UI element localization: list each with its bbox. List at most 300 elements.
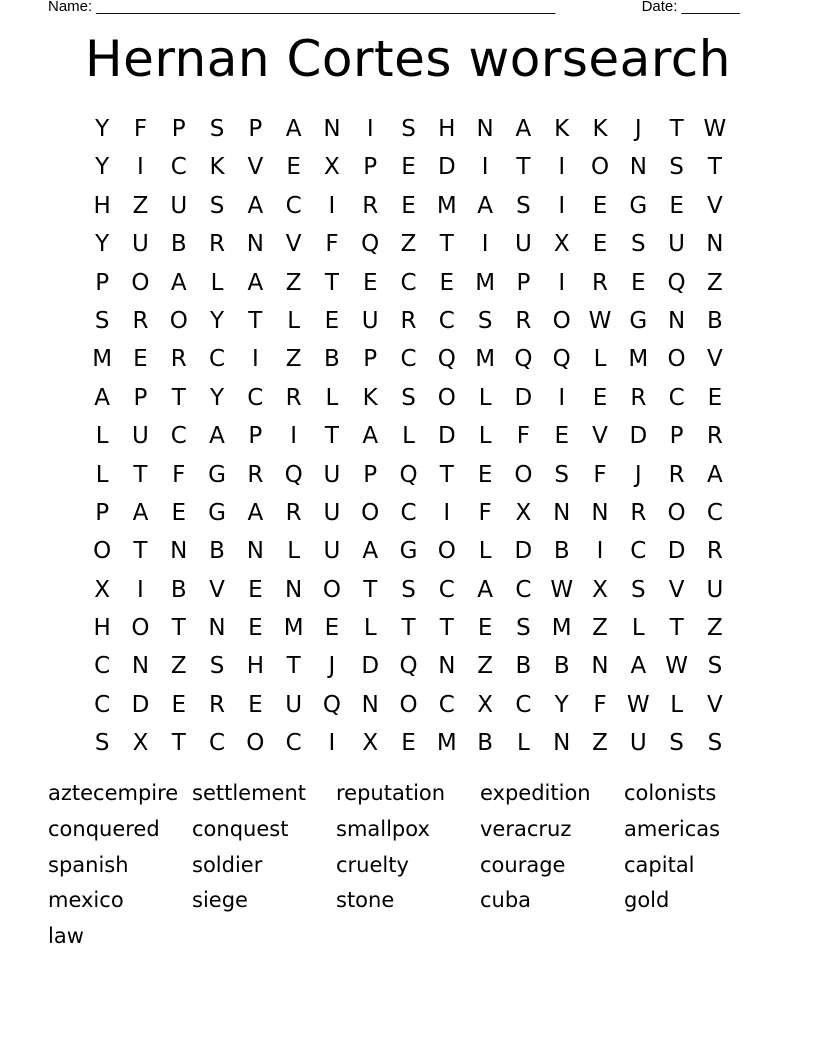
grid-letter: Q	[437, 346, 456, 373]
grid-letter: L	[631, 615, 645, 642]
grid-letter: N	[553, 499, 571, 526]
grid-letter: W	[550, 576, 574, 603]
grid-letter: A	[362, 538, 379, 565]
grid-letter: I	[558, 192, 566, 219]
grid-letter: N	[667, 307, 686, 334]
grid-letter: X	[515, 499, 532, 526]
grid-letter: Z	[170, 653, 187, 680]
grid-letter: E	[324, 307, 340, 334]
grid-letter: I	[596, 538, 604, 565]
grid-letter: E	[401, 730, 416, 757]
grid-letter: D	[361, 653, 380, 680]
grid-letter: A	[362, 423, 379, 450]
grid-letter: N	[591, 499, 609, 526]
grid-letter: C	[630, 538, 647, 565]
grid-letter: P	[363, 461, 378, 488]
grid-letter: O	[437, 384, 456, 411]
grid-letter: F	[133, 116, 148, 142]
grid-letter: F	[593, 691, 607, 718]
grid-letter: N	[170, 538, 188, 565]
grid-letter: E	[592, 384, 608, 411]
grid-letter: W	[703, 116, 727, 142]
grid-letter: J	[634, 116, 642, 142]
grid-letter: E	[669, 192, 684, 219]
grid-letter: M	[475, 269, 496, 296]
grid-letter: Q	[514, 346, 533, 373]
grid-letter: E	[171, 691, 187, 718]
grid-letter: C	[515, 691, 532, 718]
grid-letter: P	[669, 423, 684, 450]
grid-letter: T	[363, 576, 378, 603]
grid-letter: C	[209, 730, 226, 757]
grid-letter: X	[477, 691, 493, 718]
grid-letter: U	[132, 423, 149, 450]
grid-letter: C	[438, 307, 455, 334]
word-list-item: cruelty	[336, 852, 409, 877]
grid-letter: R	[630, 384, 647, 411]
grid-letter: F	[593, 461, 607, 488]
grid-letter: O	[246, 730, 265, 757]
grid-letter: E	[477, 461, 493, 488]
grid-letter: C	[285, 192, 302, 219]
grid-letter: T	[133, 538, 148, 565]
grid-letter: D	[667, 538, 686, 565]
grid-letter: C	[400, 346, 417, 373]
grid-letter: E	[362, 269, 378, 296]
grid-letter: U	[170, 192, 188, 219]
grid-letter: U	[629, 730, 647, 757]
grid-letter: L	[210, 269, 224, 296]
grid-letter: Q	[399, 653, 418, 680]
word-list-item: soldier	[192, 852, 263, 877]
grid-letter: Z	[477, 653, 493, 680]
grid-letter: N	[438, 653, 456, 680]
grid-letter: R	[592, 269, 608, 296]
grid-letter: S	[554, 461, 570, 488]
grid-letter: C	[170, 423, 187, 450]
grid-letter: P	[516, 269, 531, 296]
grid-letter: Z	[707, 269, 723, 296]
grid-letter: W	[665, 653, 688, 680]
grid-letter: M	[551, 615, 572, 642]
grid-letter: T	[516, 154, 531, 181]
word-list-item: capital	[624, 852, 695, 877]
grid-letter: I	[137, 576, 144, 603]
grid-letter: X	[94, 576, 111, 603]
grid-letter: H	[438, 116, 456, 142]
grid-letter: M	[475, 346, 496, 373]
grid-letter: D	[629, 423, 648, 450]
grid-letter: N	[208, 615, 226, 642]
grid-letter: E	[324, 615, 340, 642]
grid-letter: R	[209, 231, 226, 258]
grid-letter: Q	[284, 461, 303, 488]
grid-letter: N	[246, 538, 264, 565]
grid-letter: L	[95, 461, 109, 488]
grid-letter: L	[478, 538, 492, 565]
grid-letter: I	[137, 154, 144, 181]
grid-letter: E	[477, 615, 493, 642]
name-field-label: Name: _______________________________________________________	[48, 0, 556, 15]
grid-letter: P	[171, 116, 186, 142]
grid-letter: C	[438, 576, 455, 603]
grid-letter: I	[251, 346, 259, 373]
grid-letter: E	[707, 384, 723, 411]
grid-letter: I	[558, 384, 566, 411]
grid-letter: U	[668, 231, 686, 258]
grid-letter: E	[248, 615, 263, 642]
grid-letter: O	[399, 691, 418, 718]
word-list-item: veracruz	[480, 816, 572, 841]
grid-letter: Z	[132, 192, 149, 219]
grid-letter: Z	[400, 231, 417, 258]
word-list-item: colonists	[624, 781, 717, 805]
grid-letter: U	[285, 691, 303, 718]
letter-grid	[83, 110, 734, 763]
grid-letter: M	[628, 346, 649, 373]
grid-letter: A	[94, 384, 111, 411]
word-list-item: spanish	[48, 852, 129, 877]
grid-letter: T	[171, 730, 186, 757]
grid-letter: P	[248, 116, 263, 142]
grid-letter: C	[438, 691, 455, 718]
grid-letter: K	[554, 116, 570, 142]
grid-letter: B	[324, 346, 340, 373]
grid-letter: Y	[210, 384, 225, 411]
grid-letter: C	[668, 384, 685, 411]
grid-letter: O	[437, 538, 456, 565]
grid-letter: C	[94, 691, 111, 718]
grid-letter: E	[248, 576, 263, 603]
grid-letter: E	[133, 346, 148, 373]
grid-letter: T	[248, 307, 263, 334]
grid-letter: B	[553, 653, 570, 680]
grid-letter: Z	[285, 269, 302, 296]
grid-letter: H	[93, 192, 111, 219]
grid-letter: N	[323, 116, 341, 142]
grid-letter: D	[514, 384, 533, 411]
grid-letter: L	[287, 538, 301, 565]
grid-letter: I	[366, 116, 374, 142]
grid-letter: R	[706, 538, 723, 565]
grid-letter: A	[515, 116, 532, 142]
grid-letter: D	[437, 154, 456, 181]
grid-letter: C	[285, 730, 302, 757]
grid-letter: B	[553, 538, 570, 565]
grid-letter: T	[439, 615, 454, 642]
grid-letter: N	[246, 231, 264, 258]
grid-letter: F	[325, 231, 339, 258]
grid-letter: C	[706, 499, 723, 526]
grid-letter: N	[629, 154, 647, 181]
grid-letter: Q	[322, 691, 341, 718]
grid-letter: Q	[399, 461, 418, 488]
word-list-item: siege	[192, 888, 248, 913]
grid-letter: C	[400, 269, 417, 296]
grid-letter: Z	[592, 730, 608, 757]
word-list-item: gold	[624, 888, 670, 913]
grid-letter: L	[402, 423, 415, 450]
grid-letter: V	[668, 576, 685, 603]
grid-letter: S	[669, 154, 684, 181]
grid-letter: N	[476, 116, 494, 142]
grid-letter: N	[591, 653, 609, 680]
grid-letter: H	[246, 653, 264, 680]
grid-letter: D	[131, 691, 150, 718]
grid-letter: V	[247, 154, 264, 181]
grid-letter: R	[362, 192, 379, 219]
grid-letter: N	[131, 653, 150, 680]
word-list-item: smallpox	[336, 816, 430, 841]
grid-letter: U	[323, 538, 341, 565]
grid-letter: L	[95, 423, 109, 450]
grid-letter: L	[325, 384, 339, 411]
grid-letter: L	[287, 307, 301, 334]
grid-letter: G	[399, 538, 418, 565]
grid-letter: P	[95, 499, 110, 526]
word-list	[48, 776, 768, 955]
grid-letter: D	[437, 423, 456, 450]
grid-letter: O	[322, 576, 341, 603]
grid-letter: Y	[554, 691, 569, 718]
grid-letter: A	[132, 499, 149, 526]
grid-letter: B	[170, 576, 187, 603]
grid-letter: Q	[667, 269, 686, 296]
grid-letter: Z	[707, 615, 723, 642]
grid-letter: G	[629, 192, 648, 219]
grid-letter: R	[400, 307, 417, 334]
grid-letter: E	[401, 192, 416, 219]
grid-letter: T	[439, 231, 454, 258]
grid-letter: O	[667, 499, 686, 526]
grid-letter: A	[477, 192, 493, 219]
grid-letter: Q	[552, 346, 571, 373]
grid-letter: U	[514, 231, 532, 258]
grid-letter: W	[588, 307, 612, 334]
grid-letter: E	[248, 691, 263, 718]
grid-letter: I	[290, 423, 298, 450]
grid-letter: I	[328, 192, 336, 219]
grid-letter: S	[516, 192, 531, 219]
grid-letter: R	[209, 691, 226, 718]
grid-letter: A	[707, 461, 723, 488]
grid-letter: I	[481, 154, 489, 181]
word-list-item: americas	[624, 816, 721, 841]
grid-letter: R	[630, 499, 647, 526]
grid-letter: L	[593, 346, 607, 373]
grid-letter: P	[363, 154, 378, 181]
grid-letter: T	[439, 461, 454, 488]
grid-letter: N	[553, 730, 571, 757]
grid-letter: E	[171, 499, 187, 526]
grid-letter: K	[592, 116, 608, 142]
grid-letter: B	[477, 730, 493, 757]
grid-letter: V	[209, 576, 225, 603]
grid-letter: W	[626, 691, 650, 718]
grid-letter: S	[477, 307, 493, 334]
grid-letter: K	[209, 154, 225, 181]
grid-letter: N	[285, 576, 303, 603]
grid-letter: C	[170, 154, 187, 181]
grid-letter: B	[515, 653, 532, 680]
word-list-item: conquest	[192, 816, 289, 841]
grid-letter: F	[172, 461, 186, 488]
grid-letter: A	[477, 576, 493, 603]
word-list-item: conquered	[48, 816, 160, 841]
grid-letter: B	[170, 231, 187, 258]
grid-letter: I	[328, 730, 336, 757]
grid-letter: Y	[95, 231, 110, 258]
grid-letter: O	[590, 154, 610, 181]
grid-letter: U	[323, 499, 341, 526]
grid-letter: T	[133, 461, 148, 488]
grid-letter: P	[95, 269, 110, 296]
grid-letter: B	[209, 538, 225, 565]
grid-letter: A	[247, 499, 264, 526]
grid-letter: C	[94, 653, 111, 680]
grid-letter: S	[401, 384, 416, 411]
grid-letter: U	[706, 576, 724, 603]
grid-letter: N	[706, 231, 724, 258]
grid-letter: S	[94, 307, 110, 334]
grid-letter: R	[668, 461, 685, 488]
grid-letter: T	[669, 116, 684, 142]
grid-letter: L	[517, 730, 530, 757]
word-list-item: stone	[336, 888, 395, 913]
grid-letter: O	[361, 499, 380, 526]
grid-letter: Q	[361, 231, 380, 258]
grid-letter: X	[592, 576, 608, 603]
grid-letter: X	[324, 154, 340, 181]
grid-letter: E	[286, 154, 301, 181]
grid-letter: S	[669, 730, 684, 757]
grid-letter: X	[362, 730, 379, 757]
grid-letter: M	[283, 615, 304, 642]
word-list-item: reputation	[336, 781, 446, 805]
grid-letter: Y	[95, 116, 110, 142]
grid-letter: M	[92, 346, 113, 373]
grid-letter: M	[436, 192, 457, 219]
grid-letter: T	[401, 615, 416, 642]
grid-letter: X	[553, 231, 570, 258]
word-list-item: cuba	[480, 888, 532, 913]
grid-letter: E	[554, 423, 569, 450]
grid-letter: O	[552, 307, 571, 334]
grid-letter: L	[670, 691, 684, 718]
grid-letter: S	[94, 730, 110, 757]
grid-letter: A	[285, 116, 302, 142]
grid-letter: O	[131, 269, 150, 296]
word-list-item: courage	[480, 852, 566, 877]
grid-letter: H	[93, 615, 111, 642]
grid-letter: E	[592, 231, 608, 258]
grid-letter: T	[286, 653, 301, 680]
grid-letter: P	[248, 423, 263, 450]
grid-letter: O	[93, 538, 112, 565]
grid-letter: L	[478, 384, 492, 411]
grid-letter: S	[707, 653, 723, 680]
grid-letter: A	[247, 192, 264, 219]
page-title: Hernan Cortes worsearch	[85, 30, 731, 88]
grid-letter: Y	[210, 307, 225, 334]
word-list-item: aztecempire	[48, 781, 179, 805]
grid-letter: I	[558, 269, 566, 296]
word-list-item: expedition	[480, 781, 591, 805]
grid-letter: S	[401, 116, 416, 142]
grid-letter: O	[514, 461, 533, 488]
date-field-label: Date: _______	[641, 0, 740, 15]
grid-letter: X	[132, 730, 149, 757]
grid-letter: N	[361, 691, 379, 718]
grid-letter: S	[401, 576, 416, 603]
grid-letter: G	[208, 499, 226, 526]
grid-letter: S	[516, 615, 531, 642]
grid-letter: T	[324, 423, 339, 450]
grid-letter: S	[707, 730, 723, 757]
word-list-item: law	[48, 924, 84, 949]
grid-letter: S	[209, 192, 225, 219]
grid-letter: R	[247, 461, 264, 488]
grid-letter: O	[169, 307, 188, 334]
grid-letter: T	[171, 615, 186, 642]
grid-letter: O	[131, 615, 150, 642]
grid-letter: Z	[592, 615, 608, 642]
grid-letter: T	[171, 384, 186, 411]
grid-letter: C	[400, 499, 417, 526]
grid-letter: V	[707, 346, 723, 373]
grid-letter: V	[707, 691, 723, 718]
grid-letter: O	[667, 346, 686, 373]
grid-letter: R	[515, 307, 532, 334]
grid-letter: P	[363, 346, 378, 373]
grid-letter: L	[363, 615, 377, 642]
grid-letter: R	[706, 423, 723, 450]
grid-letter: B	[707, 307, 723, 334]
grid-letter: P	[133, 384, 148, 411]
grid-letter: E	[401, 154, 416, 181]
grid-letter: I	[558, 154, 566, 181]
grid-letter: A	[209, 423, 225, 450]
grid-letter: I	[443, 499, 451, 526]
word-list-item: settlement	[192, 781, 307, 805]
grid-letter: Y	[95, 154, 110, 181]
grid-letter: E	[439, 269, 455, 296]
grid-letter: L	[478, 423, 492, 450]
grid-letter: T	[324, 269, 339, 296]
grid-letter: K	[362, 384, 378, 411]
grid-letter: T	[707, 154, 722, 181]
grid-letter: U	[361, 307, 379, 334]
grid-letter: Z	[285, 346, 302, 373]
grid-letter: G	[629, 307, 648, 334]
grid-letter: U	[323, 461, 341, 488]
grid-letter: M	[436, 730, 457, 757]
grid-letter: R	[285, 384, 302, 411]
grid-letter: V	[285, 231, 302, 258]
grid-letter: S	[631, 576, 646, 603]
grid-letter: J	[328, 653, 336, 680]
grid-letter: S	[209, 116, 225, 142]
grid-letter: C	[209, 346, 226, 373]
grid-letter: R	[132, 307, 149, 334]
word-list-item: mexico	[48, 888, 124, 913]
grid-letter: A	[170, 269, 187, 296]
grid-letter: G	[208, 461, 226, 488]
grid-letter: F	[478, 499, 492, 526]
grid-letter: E	[592, 192, 608, 219]
grid-letter: S	[631, 231, 646, 258]
grid-letter: I	[481, 231, 489, 258]
